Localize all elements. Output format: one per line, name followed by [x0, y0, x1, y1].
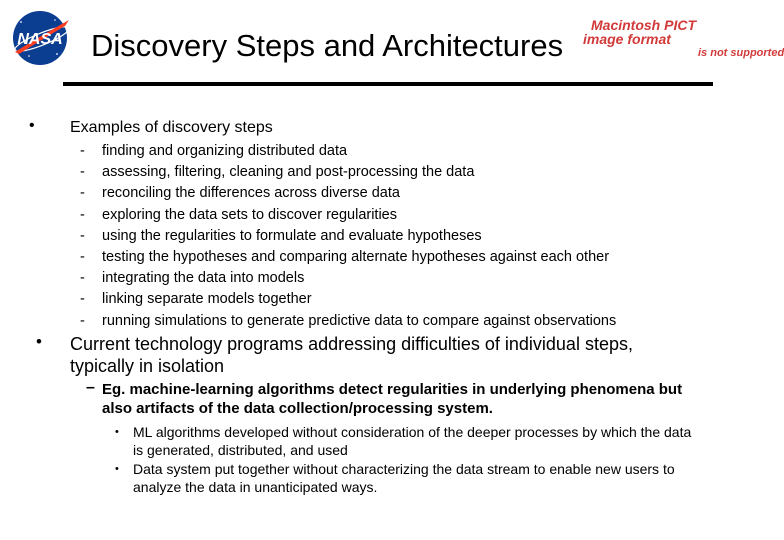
unsupported-image-placeholder [581, 17, 784, 68]
placeholder-line: Macintosh PICT [591, 17, 697, 33]
bullet-marker: • [115, 426, 119, 438]
list-item-text: testing the hypotheses and comparing alternate hypotheses against each other [102, 248, 610, 265]
dash-marker: – [86, 379, 95, 396]
placeholder-line: image format [583, 31, 671, 47]
dash-marker: - [80, 185, 85, 202]
list-item-text: reconciling the differences across diverse data [102, 185, 400, 202]
section2-subpoint: Eg. machine-learning algorithms detect regularities in underlying phenomena but also artifacts of the data collection/processing system. [102, 381, 683, 417]
list-item-text: using the regularities to formulate and evaluate hypotheses [102, 227, 482, 244]
placeholder-line: is not supported [698, 47, 784, 59]
list-item-text: linking separate models together [102, 291, 312, 308]
dash-marker: - [80, 270, 85, 287]
nasa-logo [7, 8, 73, 68]
title-underline [63, 82, 713, 86]
list-item-text: finding and organizing distributed data [102, 143, 348, 159]
list-item-text: exploring the data sets to discover regularities [102, 206, 397, 223]
dash-marker: - [80, 312, 85, 329]
dash-marker: - [80, 227, 85, 244]
section2-detail: ML algorithms developed without consideration of the deeper processes by which the data is generated, distributed, and used [133, 424, 692, 458]
dash-marker: - [80, 291, 85, 308]
dash-marker: - [80, 248, 85, 265]
bullet-marker: • [115, 463, 119, 475]
list-item-text: assessing, filtering, cleaning and post-processing the data [102, 164, 475, 181]
nasa-logo-text: NASA [17, 31, 63, 48]
bullet-marker: • [36, 332, 42, 351]
section2-detail: Data system put together without characterizing the data stream to enable new users to analyze the data in unanticipated ways. [133, 461, 675, 495]
section1-heading: Examples of discovery steps [70, 119, 273, 136]
dash-marker: - [80, 143, 85, 159]
dash-marker: - [80, 206, 85, 223]
bullet-marker: • [29, 117, 35, 134]
page-title: Discovery Steps and Architectures [91, 28, 564, 63]
dash-marker: - [80, 164, 85, 181]
section2-heading: Current technology programs addressing difficulties of individual steps, typically in isolation [70, 334, 633, 376]
list-item-text: integrating the data into models [102, 270, 305, 287]
list-item-text: running simulations to generate predictive data to compare against observations [102, 312, 617, 329]
